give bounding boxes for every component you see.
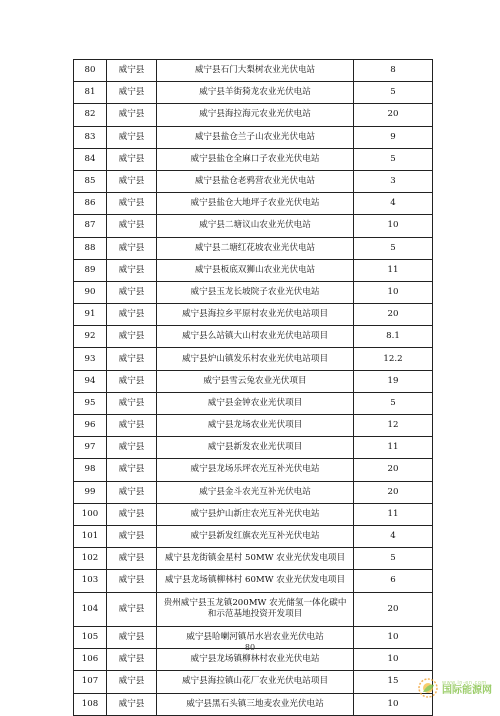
cell-county: 威宁县 bbox=[107, 104, 157, 126]
cell-county: 威宁县 bbox=[107, 548, 157, 570]
cell-county: 威宁县 bbox=[107, 481, 157, 503]
watermark-text-group bbox=[442, 681, 492, 696]
cell-project-name: 威宁县黑石头镇三地麦农业光伏电站 bbox=[157, 693, 354, 715]
table-row bbox=[74, 693, 433, 715]
cell-county: 威宁县 bbox=[107, 671, 157, 693]
cell-county: 威宁县 bbox=[107, 649, 157, 671]
cell-capacity: 10 bbox=[354, 627, 433, 649]
cell-capacity: 5 bbox=[354, 148, 433, 170]
cell-capacity: 11 bbox=[354, 503, 433, 525]
cell-project-name: 威宁县盐仓兰子山农业光伏电站 bbox=[157, 126, 354, 148]
cell-project-name: 威宁县龙场镇柳林村农业光伏电站 bbox=[157, 649, 354, 671]
table-row bbox=[74, 415, 433, 437]
table-row bbox=[74, 237, 433, 259]
cell-capacity: 20 bbox=[354, 481, 433, 503]
cell-number: 105 bbox=[74, 627, 107, 649]
cell-project-name: 威宁县盐仓老鸦营农业光伏电站 bbox=[157, 170, 354, 192]
cell-capacity: 20 bbox=[354, 459, 433, 481]
table-row bbox=[74, 548, 433, 570]
cell-number: 82 bbox=[74, 104, 107, 126]
cell-number: 90 bbox=[74, 281, 107, 303]
cell-capacity: 9 bbox=[354, 126, 433, 148]
table-row bbox=[74, 671, 433, 693]
cell-number: 97 bbox=[74, 437, 107, 459]
table-row bbox=[74, 193, 433, 215]
table-row bbox=[74, 104, 433, 126]
cell-number: 108 bbox=[74, 693, 107, 715]
cell-project-name: 威宁县海拉乡平原村农业光伏电站项目 bbox=[157, 304, 354, 326]
cell-number: 87 bbox=[74, 215, 107, 237]
cell-county: 威宁县 bbox=[107, 693, 157, 715]
cell-project-name: 威宁县龙场乐坪农光互补光伏电站 bbox=[157, 459, 354, 481]
cell-capacity: 5 bbox=[354, 548, 433, 570]
watermark-url: www.in-en.com bbox=[442, 679, 487, 686]
cell-number: 83 bbox=[74, 126, 107, 148]
cell-capacity: 4 bbox=[354, 525, 433, 547]
cell-county: 威宁县 bbox=[107, 259, 157, 281]
cell-capacity: 10 bbox=[354, 215, 433, 237]
cell-number: 89 bbox=[74, 259, 107, 281]
cell-number: 92 bbox=[74, 326, 107, 348]
table-row bbox=[74, 259, 433, 281]
cell-county: 威宁县 bbox=[107, 126, 157, 148]
cell-county: 威宁县 bbox=[107, 193, 157, 215]
cell-capacity: 8 bbox=[354, 60, 433, 82]
cell-number: 84 bbox=[74, 148, 107, 170]
table-row bbox=[74, 60, 433, 82]
table-row bbox=[74, 126, 433, 148]
cell-capacity: 4 bbox=[354, 193, 433, 215]
cell-capacity: 20 bbox=[354, 592, 433, 627]
cell-project-name: 威宁县新发红旗农光互补光伏电站 bbox=[157, 525, 354, 547]
cell-county: 威宁县 bbox=[107, 415, 157, 437]
table-row bbox=[74, 148, 433, 170]
cell-capacity: 20 bbox=[354, 104, 433, 126]
cell-county: 威宁县 bbox=[107, 348, 157, 370]
cell-county: 威宁县 bbox=[107, 60, 157, 82]
table-row bbox=[74, 392, 433, 414]
cell-project-name: 威宁县羊街猗龙农业光伏电站 bbox=[157, 82, 354, 104]
cell-number: 104 bbox=[74, 592, 107, 627]
cell-capacity: 10 bbox=[354, 693, 433, 715]
cell-capacity: 19 bbox=[354, 370, 433, 392]
cell-project-name: 贵州威宁县玉龙镇200MW 农光储氢一体化碳中和示范基地投资开发项目 bbox=[157, 592, 354, 627]
table-row bbox=[74, 481, 433, 503]
table-row bbox=[74, 370, 433, 392]
cell-capacity: 3 bbox=[354, 170, 433, 192]
cell-number: 102 bbox=[74, 548, 107, 570]
cell-county: 威宁县 bbox=[107, 326, 157, 348]
cell-number: 91 bbox=[74, 304, 107, 326]
table-row bbox=[74, 459, 433, 481]
sun-leaf-logo-icon bbox=[417, 677, 439, 699]
cell-number: 101 bbox=[74, 525, 107, 547]
cell-county: 威宁县 bbox=[107, 627, 157, 649]
cell-project-name: 威宁县二塘议山农业光伏电站 bbox=[157, 215, 354, 237]
cell-project-name: 威宁县金斗农光互补光伏电站 bbox=[157, 481, 354, 503]
cell-capacity: 6 bbox=[354, 570, 433, 592]
cell-county: 威宁县 bbox=[107, 392, 157, 414]
cell-capacity: 12 bbox=[354, 415, 433, 437]
cell-project-name: 威宁县二塘红花坡农业光伏电站 bbox=[157, 237, 354, 259]
table-row bbox=[74, 170, 433, 192]
cell-number: 103 bbox=[74, 570, 107, 592]
cell-county: 威宁县 bbox=[107, 148, 157, 170]
cell-capacity: 5 bbox=[354, 237, 433, 259]
cell-number: 95 bbox=[74, 392, 107, 414]
cell-capacity: 10 bbox=[354, 649, 433, 671]
cell-county: 威宁县 bbox=[107, 170, 157, 192]
cell-county: 威宁县 bbox=[107, 304, 157, 326]
cell-county: 威宁县 bbox=[107, 525, 157, 547]
cell-project-name: 威宁县海拉海元农业光伏电站 bbox=[157, 104, 354, 126]
cell-number: 80 bbox=[74, 60, 107, 82]
cell-capacity: 11 bbox=[354, 259, 433, 281]
cell-project-name: 威宁县龙街镇金星村 50MW 农业光伏发电项目 bbox=[157, 548, 354, 570]
watermark-label: 国际能源网 bbox=[442, 684, 492, 696]
cell-capacity: 5 bbox=[354, 82, 433, 104]
watermark bbox=[417, 677, 492, 699]
table-row bbox=[74, 215, 433, 237]
table-row bbox=[74, 437, 433, 459]
cell-project-name: 威宁县新发农业光伏项目 bbox=[157, 437, 354, 459]
cell-capacity: 15 bbox=[354, 671, 433, 693]
table-row bbox=[74, 82, 433, 104]
cell-number: 99 bbox=[74, 481, 107, 503]
cell-project-name: 威宁县么站镇大山村农业光伏电站项目 bbox=[157, 326, 354, 348]
cell-number: 93 bbox=[74, 348, 107, 370]
cell-project-name: 威宁县海拉镇山花厂农业光伏电站项目 bbox=[157, 671, 354, 693]
table-row bbox=[74, 503, 433, 525]
cell-county: 威宁县 bbox=[107, 215, 157, 237]
cell-project-name: 威宁县龙场镇柳林村 60MW 农业光伏发电项目 bbox=[157, 570, 354, 592]
cell-project-name: 威宁县炉山镇发乐村农业光伏电站项目 bbox=[157, 348, 354, 370]
page-number: 80 bbox=[244, 643, 256, 652]
cell-number: 81 bbox=[74, 82, 107, 104]
cell-project-name: 威宁县盐仓全麻口子农业光伏电站 bbox=[157, 148, 354, 170]
table-row bbox=[74, 592, 433, 627]
cell-county: 威宁县 bbox=[107, 570, 157, 592]
cell-number: 100 bbox=[74, 503, 107, 525]
cell-capacity: 12.2 bbox=[354, 348, 433, 370]
cell-county: 威宁县 bbox=[107, 370, 157, 392]
cell-county: 威宁县 bbox=[107, 82, 157, 104]
cell-county: 威宁县 bbox=[107, 592, 157, 627]
table-row bbox=[74, 326, 433, 348]
table-row bbox=[74, 525, 433, 547]
cell-project-name: 威宁县龙场农业光伏项目 bbox=[157, 415, 354, 437]
cell-county: 威宁县 bbox=[107, 437, 157, 459]
cell-project-name: 威宁县雪云兔农业光伏项目 bbox=[157, 370, 354, 392]
cell-number: 107 bbox=[74, 671, 107, 693]
cell-county: 威宁县 bbox=[107, 281, 157, 303]
cell-county: 威宁县 bbox=[107, 459, 157, 481]
cell-project-name: 威宁县金钟农业光伏项目 bbox=[157, 392, 354, 414]
cell-capacity: 11 bbox=[354, 437, 433, 459]
cell-capacity: 8.1 bbox=[354, 326, 433, 348]
table-row bbox=[74, 348, 433, 370]
cell-number: 86 bbox=[74, 193, 107, 215]
table-row bbox=[74, 304, 433, 326]
cell-project-name: 威宁县石门大梨树农业光伏电站 bbox=[157, 60, 354, 82]
cell-number: 106 bbox=[74, 649, 107, 671]
cell-project-name: 威宁县盐仓大地坪子农业光伏电站 bbox=[157, 193, 354, 215]
cell-capacity: 5 bbox=[354, 392, 433, 414]
cell-county: 威宁县 bbox=[107, 503, 157, 525]
cell-project-name: 威宁县哈喇河镇吊水岩农业光伏电站 bbox=[157, 627, 354, 649]
table-row bbox=[74, 649, 433, 671]
cell-capacity: 10 bbox=[354, 281, 433, 303]
cell-project-name: 威宁县玉龙长坡院子农业光伏电站 bbox=[157, 281, 354, 303]
cell-number: 88 bbox=[74, 237, 107, 259]
cell-number: 98 bbox=[74, 459, 107, 481]
project-table-body bbox=[74, 60, 433, 716]
cell-county: 威宁县 bbox=[107, 237, 157, 259]
table-row bbox=[74, 281, 433, 303]
cell-capacity: 20 bbox=[354, 304, 433, 326]
cell-project-name: 威宁县板底双狮山农业光伏电站 bbox=[157, 259, 354, 281]
cell-number: 94 bbox=[74, 370, 107, 392]
project-table bbox=[73, 59, 433, 716]
table-row bbox=[74, 570, 433, 592]
cell-number: 96 bbox=[74, 415, 107, 437]
cell-number: 85 bbox=[74, 170, 107, 192]
cell-project-name: 威宁县炉山新庄农光互补光伏电站 bbox=[157, 503, 354, 525]
